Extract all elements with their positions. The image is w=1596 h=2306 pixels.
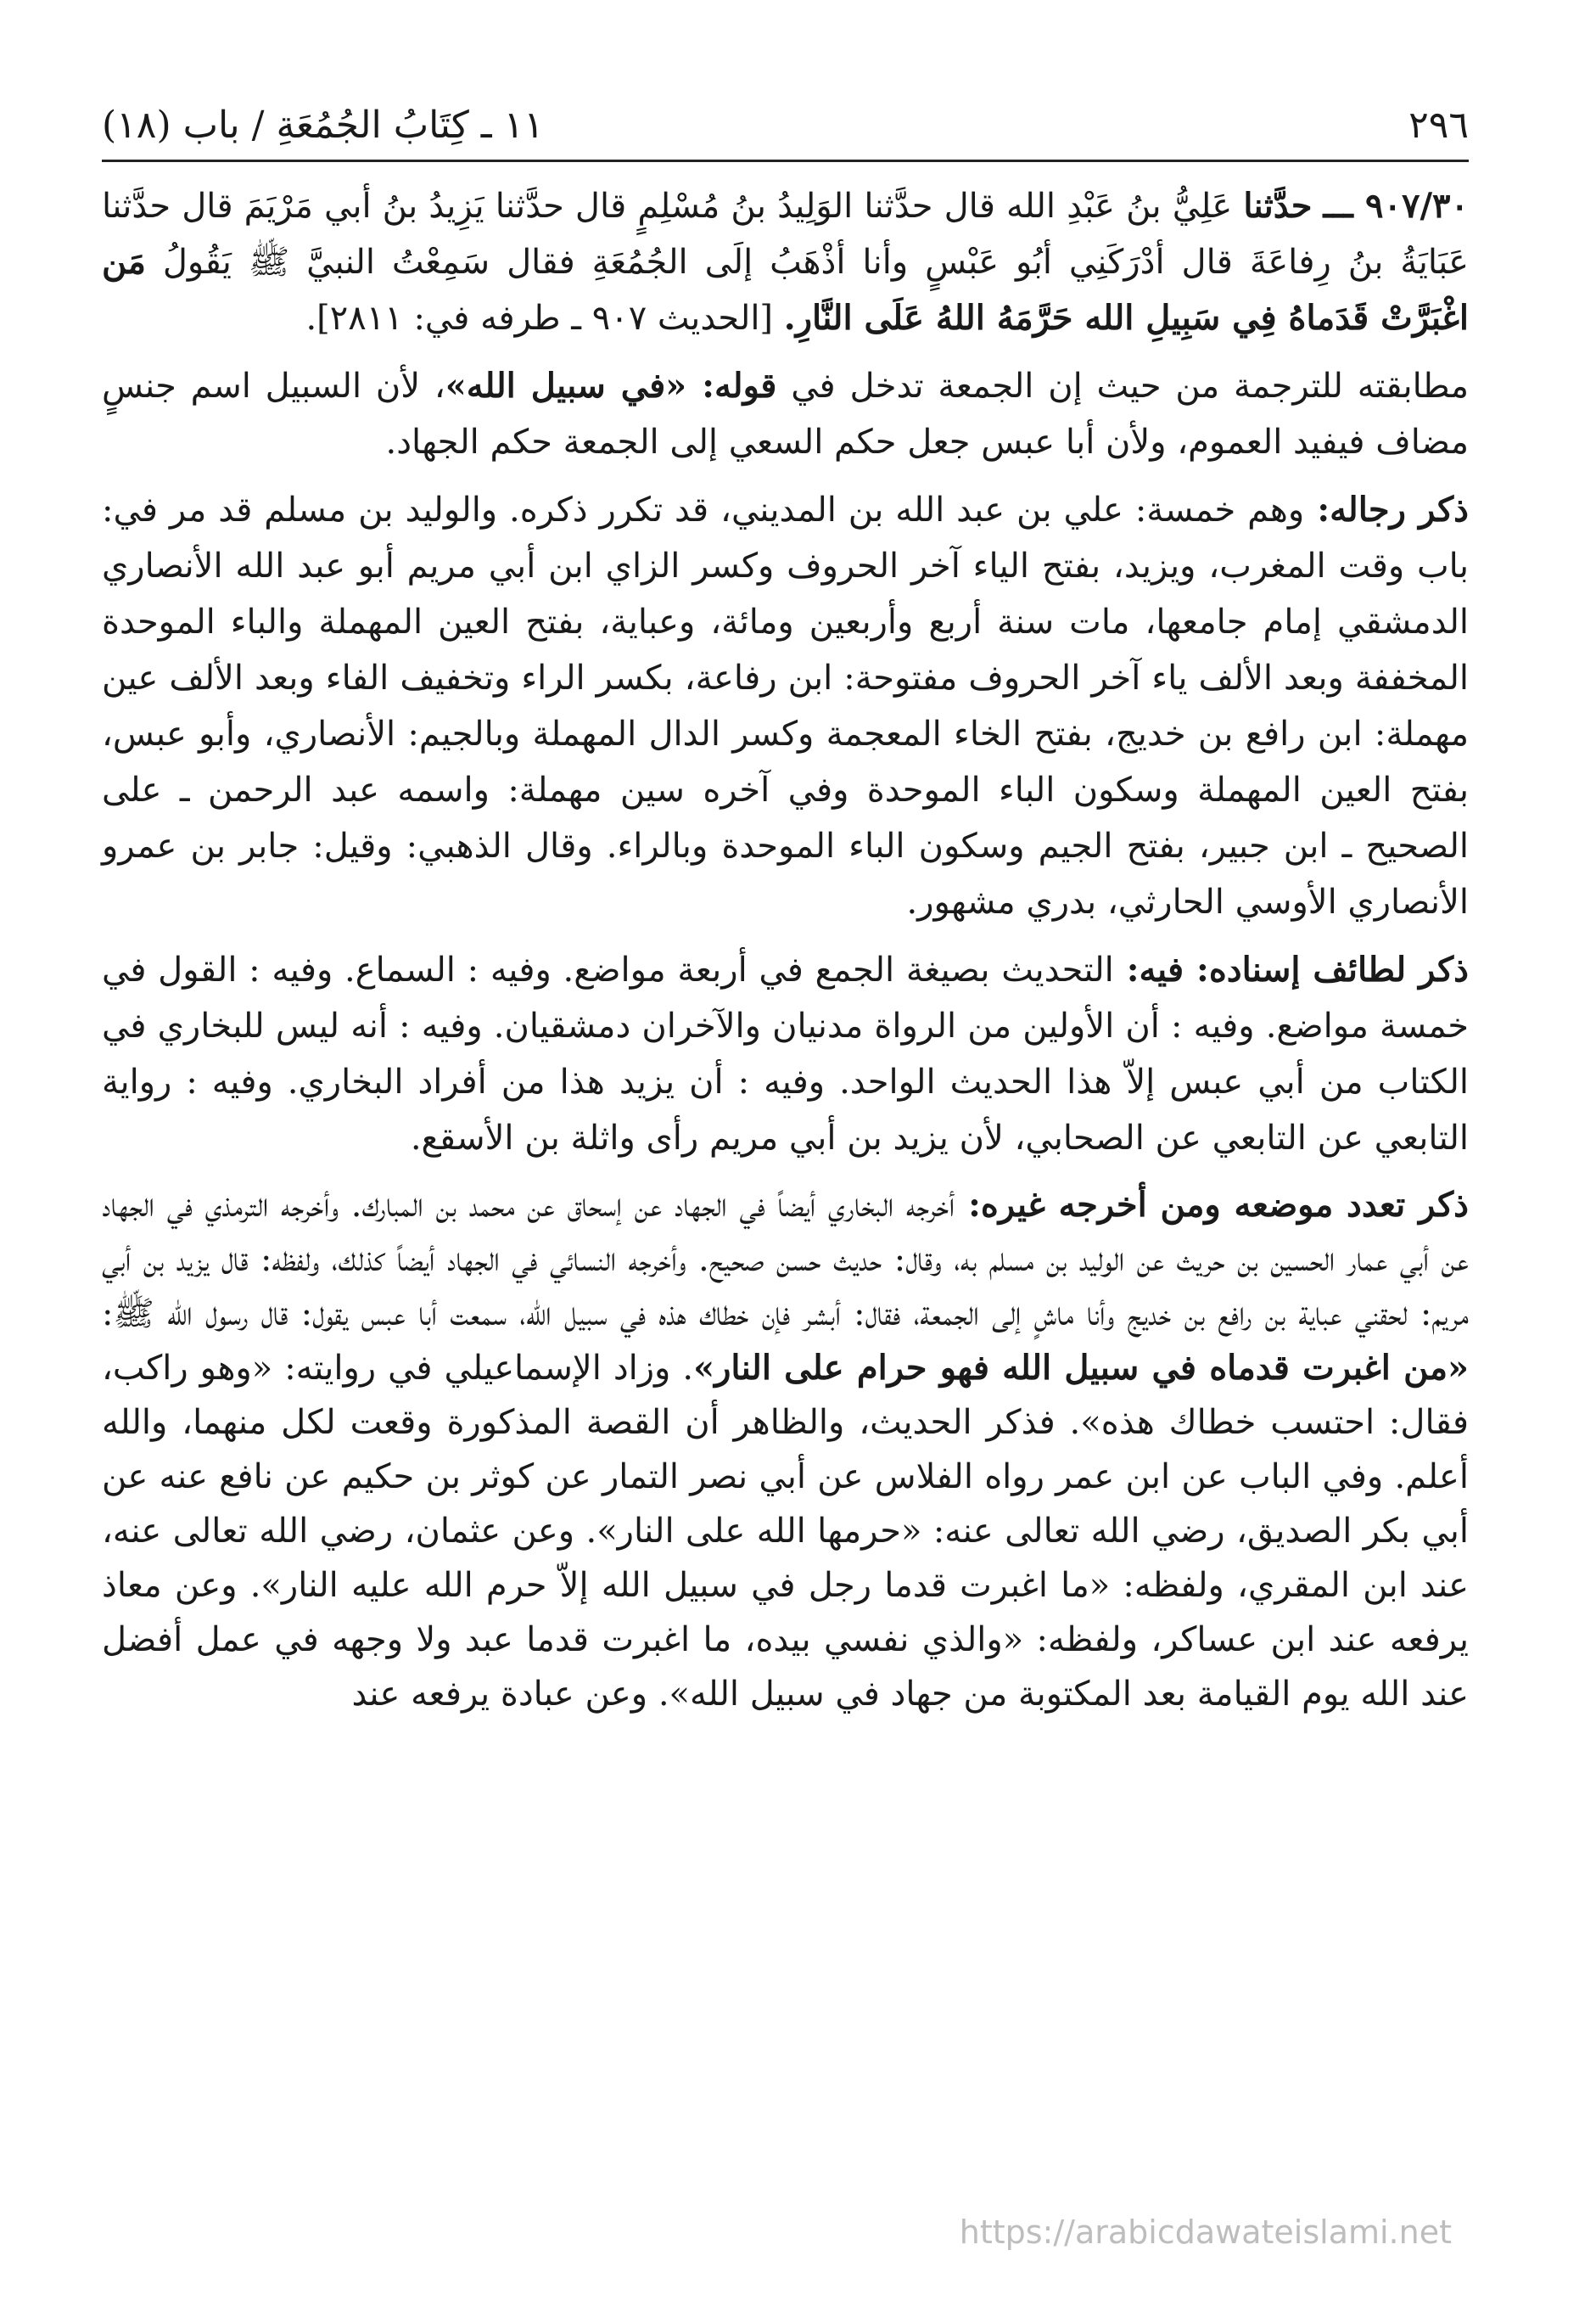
text-run: . وزاد الإسماعيلي في روايته: «وهو راكب، فقال: احتسب خطاك هذه». فذكر الحديث، والظاهر أن القصة المذكورة وقعت لكل منهما، والله أعلم. وفي الباب عن ابن عمر رواه الفلاس عن أبي نصر التمار عن كوثر بن حكيم عن نافع عنه عن أبي بكر الصديق، رضي الله تعالى عنه: «حرمها الله على النار». وعن عثمان، رضي الله تعالى عنه، عند ابن المقري، ولفظه: «ما اغبرت قدما رجل في سبيل الله إلاّ حرم الله عليه النار». وعن معاذ يرفعه عند ابن عساكر، ولفظه: «والذي نفسي بيده، ما اغبرت قدما عبد ولا وجهه في عمل أفضل عند الله يوم القيامة بعد المكتوبة من جهاد في سبيل الله». وعن عبادة يرفعه عند	[102, 1349, 1469, 1714]
hadith-reference: [الحديث ٩٠٧ ـ طرفه في: ٢٨١١].	[305, 299, 774, 338]
commentary-paragraph-isnad	[102, 942, 1469, 1166]
hadith-paragraph	[102, 178, 1469, 346]
text-run-bold: «من اغبرت قدماه في سبيل الله فهو حرام على النار»	[693, 1348, 1470, 1388]
page-number: ٢٩٦	[1408, 103, 1469, 147]
hadith-chain: عَلِيُّ بنُ عَبْدِ الله قال حدَّثنا الوَلِيدُ بنُ مُسْلِمٍ قال حدَّثنا يَزِيدُ بنُ أبي مَرْيَمَ قال حدَّثنا عَبَايَةُ بنُ رِفاعَةَ قال أدْرَكَنِي أبُو عَبْسٍ وأنا أذْهَبُ إلَى الجُمُعَةِ فقال سَمِعْتُ النبيَّ ﷺ يَقُولُ	[102, 187, 1470, 282]
text-run: ، لأن السبيل اسم جنسٍ مضاف فيفيد العموم، ولأن أبا عبس جعل حكم السعي إلى الجمعة حكم الجهاد.	[102, 367, 1469, 462]
commentary-paragraph-sources	[102, 1178, 1469, 1721]
hadith-opening: حدَّثنا	[1243, 186, 1313, 226]
section-heading: ذكر لطائف إسناده: فيه:	[1113, 950, 1469, 990]
commentary-paragraph-narrators	[102, 482, 1469, 930]
text-run-bold: قوله: «في سبيل الله»	[445, 366, 777, 406]
section-heading: ذكر تعدد موضعه ومن أخرجه غيره:	[955, 1185, 1469, 1225]
text-run: مطابقته للترجمة من حيث إن الجمعة تدخل في	[776, 367, 1470, 406]
text-run: وهم خمسة: علي بن عبد الله بن المديني، قد تكرر ذكره. والوليد بن مسلم قد مر في: باب وقت المغرب، ويزيد، بفتح الياء آخر الحروف وكسر الزاي ابن أبي مريم أبو عبد الله الأنصاري الدمشقي إمام جامعها، مات سنة أربع وأربعين ومائة، وعباية، بفتح العين المهملة والباء الموحدة المخففة وبعد الألف ياء آخر الحروف مفتوحة: ابن رفاعة، بكسر الراء وتخفيف الفاء وبعد الألف عين مهملة: ابن رافع بن خديج، بفتح الخاء المعجمة وكسر الدال المهملة وبالجيم: الأنصاري، وأبو عبس، بفتح العين المهملة وسكون الباء الموحدة وفي آخره سين مهملة: واسمه عبد الرحمن ـ على الصحيح ـ ابن جبير، بفتح الجيم وسكون الباء الموحدة وبالراء. وقال الذهبي: وقيل: جابر بن عمرو الأنصاري الأوسي الحارثي، بدري مشهور.	[102, 491, 1470, 922]
text-run: أخرجه البخاري أيضاً في الجهاد عن إسحاق عن محمد بن المبارك. وأخرجه الترمذي في الجهاد عن أبي عمار الحسين بن حريث عن الوليد بن مسلم به، وقال: حديث حسن صحيح. وأخرجه النسائي في الجهاد أيضاً كذلك، ولفظه: قال يزيد بن أبي مريم: لحقني عباية بن رافع بن خديج وأنا ماشٍ إلى الجمعة، فقال: أبشر فإن خطاك هذه في سبيل الله، سمعت أبا عبس يقول: قال رسول الله ﷺ:	[102, 1186, 1469, 1333]
hadith-quote: مَن اغْبَرَّتْ قَدَماهُ فِي سَبِيلِ الله حَرَّمَهُ اللهُ عَلَى النَّارِ.	[102, 242, 1469, 338]
commentary-paragraph-correspondence	[102, 358, 1469, 470]
section-heading: ذكر رجاله:	[1304, 490, 1469, 530]
page-body	[102, 178, 1469, 1733]
hadith-number: ٩٠٧/٣٠ ـــ	[1323, 186, 1470, 226]
watermark-url: https://arabicdawateislami.net	[959, 2213, 1452, 2251]
running-title: ١١ ـ كِتَابُ الجُمُعَةِ / باب (١٨)	[102, 103, 544, 147]
page-header	[102, 95, 1469, 154]
header-divider	[102, 160, 1469, 162]
text-run: التحديث بصيغة الجمع في أربعة مواضع. وفيه : السماع. وفيه : القول في خمسة مواضع. وفيه : أن الأولين من الرواة مدنيان والآخران دمشقيان. وفيه : أنه ليس للبخاري في الكتاب من أبي عبس إلاّ هذا الحديث الواحد. وفيه : أن يزيد هذا من أفراد البخاري. وفيه : رواية التابعي عن التابعي عن الصحابي، لأن يزيد بن أبي مريم رأى واثلة بن الأسقع.	[102, 951, 1469, 1158]
